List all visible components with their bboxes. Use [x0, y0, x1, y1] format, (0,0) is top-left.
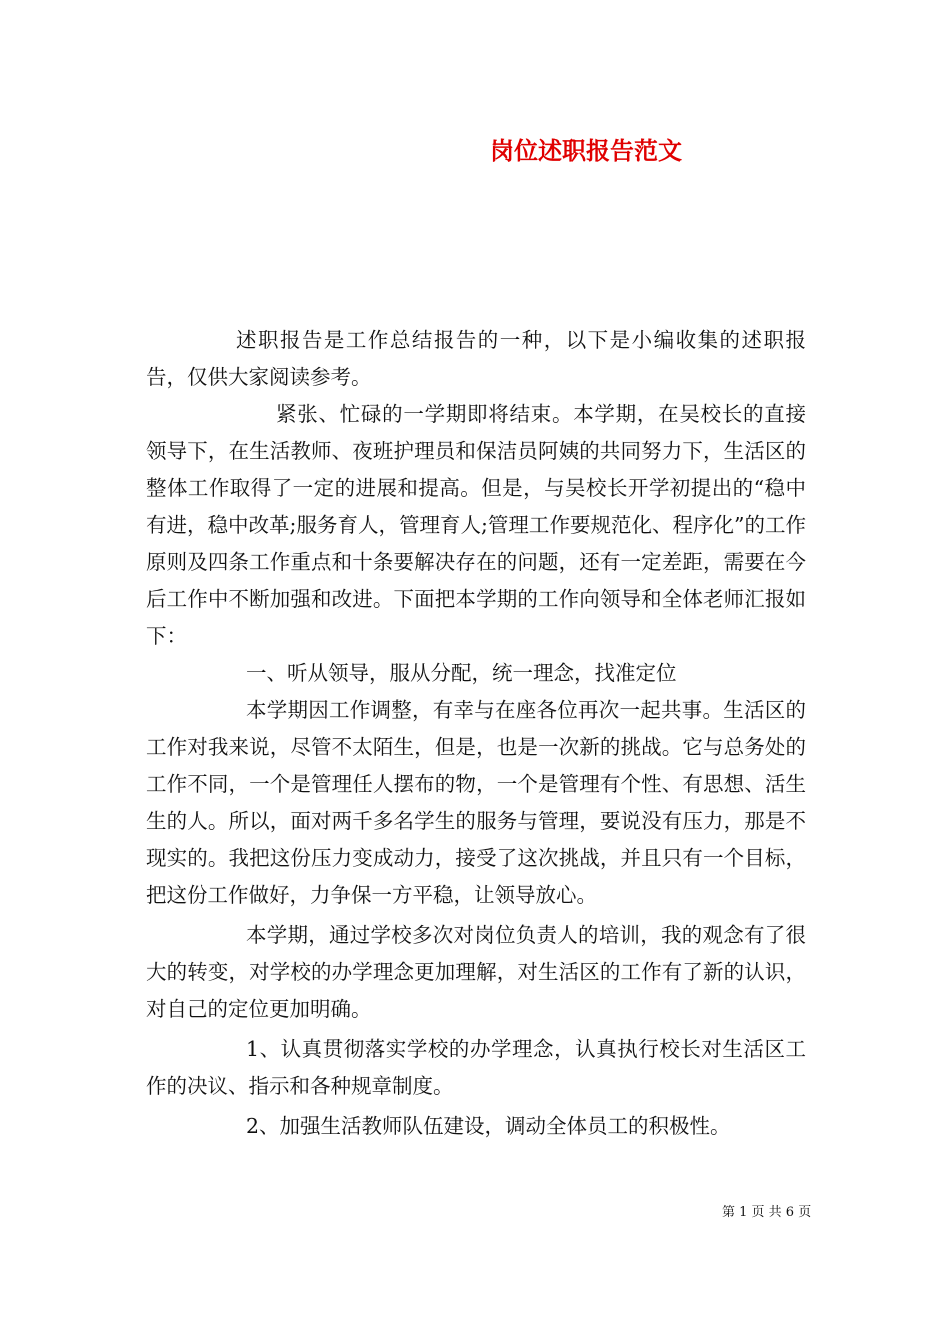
paragraph-section-1: 本学期因工作调整，有幸与在座各位再次一起共事。生活区的工作对我来说，尽管不太陌生，但是，也是一次新的挑战。它与总务处的工作不同，一个是管理任人摆布的物，一个是管理有个性、有思想、活生生的人。所以，面对两千多名学生的服务与管理，要说没有压力，那是不现实的。我把这份压力变成动力，接受了这次挑战，并且只有一个目标，把这份工作做好，力争保一方平稳，让领导放心。 — [146, 698, 806, 907]
paragraph-intro: 述职报告是工作总结报告的一种，以下是小编收集的述职报告，仅供大家阅读参考。 — [146, 328, 806, 389]
document-body — [146, 322, 806, 1145]
paragraph-training: 本学期，通过学校多次对岗位负责人的培训，我的观念有了很大的转变，对学校的办学理念更加理解，对生活区的工作有了新的认识，对自己的定位更加明确。 — [146, 923, 806, 1021]
page-number: 第 1 页 共 6 页 — [722, 1205, 812, 1220]
list-item-2: 2、加强生活教师队伍建设，调动全体员工的积极性。 — [246, 1114, 731, 1138]
list-item-1: 1、认真贯彻落实学校的办学理念，认真执行校长对生活区工作的决议、指示和各种规章制度。 — [146, 1037, 806, 1098]
document-title: 岗位述职报告范文 — [490, 136, 682, 165]
section-heading-1: 一、听从领导，服从分配，统一理念，找准定位 — [246, 661, 677, 685]
paragraph-opening: 紧张、忙碌的一学期即将结束。本学期，在吴校长的直接领导下，在生活教师、夜班护理员和保洁员阿姨的共同努力下，生活区的整体工作取得了一定的进展和提高。但是，与吴校长开学初提出的“稳中有进，稳中改革;服务育人，管理育人;管理工作要规范化、程序化”的工作原则及四条工作重点和十条要解决存在的问题，还有一定差距，需要在今后工作中不断加强和改进。下面把本学期的工作向领导和全体老师汇报如下： — [146, 402, 806, 648]
